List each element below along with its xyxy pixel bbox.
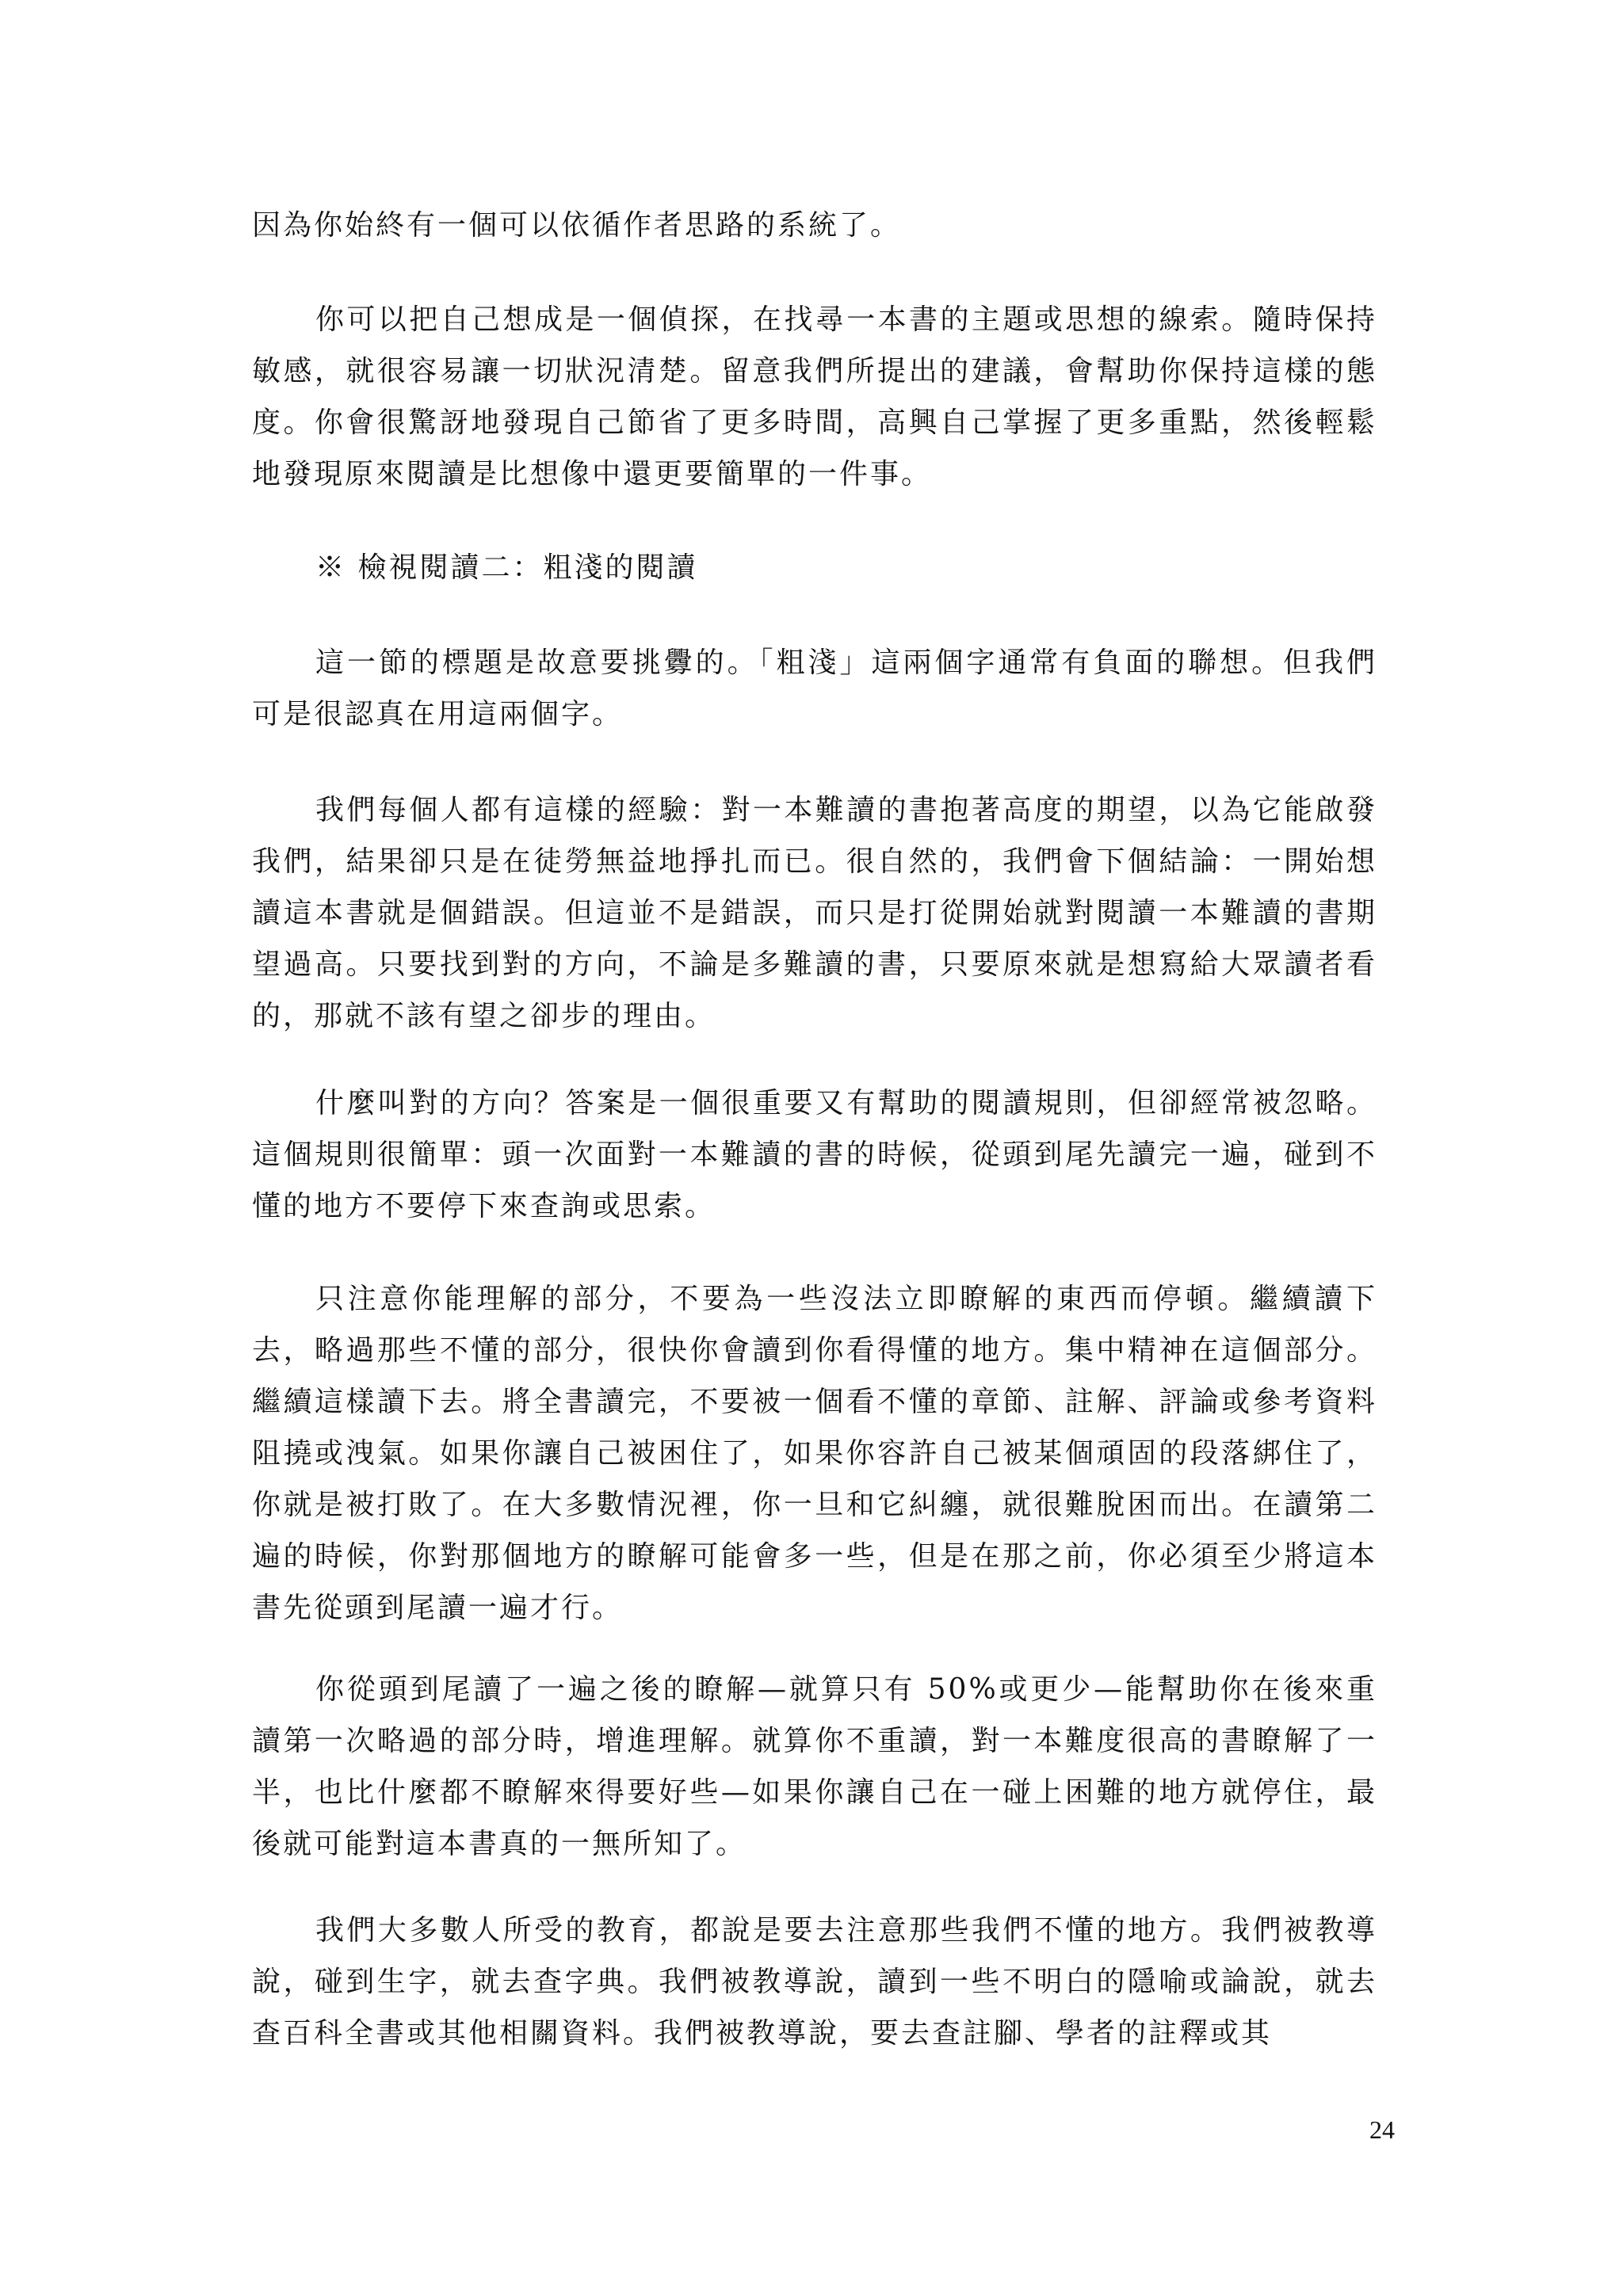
section-heading-text: ※ 檢視閱讀二：粗淺的閱讀 [315, 551, 698, 584]
paragraph-focus-understand [252, 1273, 1377, 1634]
section-heading [252, 542, 1377, 593]
paragraph-experience [252, 784, 1377, 1042]
paragraph-text: 你從頭到尾讀了一遍之後的瞭解—就算只有 50%或更少—能幫助你在後來重讀第一次略過的部分時，增進理解。就算你不重讀，對一本難度很高的書瞭解了一半，也比什麼都不瞭解來得要好些—如果你讓自己在一碰上困難的地方就停住，最後就可能對這本書真的一無所知了。 [252, 1673, 1377, 1860]
page-number: 24 [1369, 2115, 1395, 2144]
paragraph-half-understanding [252, 1664, 1377, 1870]
paragraph-title-provocative [252, 637, 1377, 740]
paragraph-detective [252, 294, 1377, 500]
paragraph-text: 什麼叫對的方向？答案是一個很重要又有幫助的閱讀規則，但卻經常被忽略。這個規則很簡單：頭一次面對一本難讀的書的時候，從頭到尾先讀完一遍，碰到不懂的地方不要停下來查詢或思索。 [252, 1087, 1377, 1222]
paragraph-text: 因為你始終有一個可以依循作者思路的系統了。 [252, 209, 902, 242]
paragraph-education [252, 1905, 1377, 2059]
paragraph-text: 我們大多數人所受的教育，都說是要去注意那些我們不懂的地方。我們被教導說，碰到生字，就去查字典。我們被教導說，讀到一些不明白的隱喻或論說，就去查百科全書或其他相關資料。我們被教導說，要去查註腳、學者的註釋或其 [252, 1914, 1377, 2050]
paragraph-text: 只注意你能理解的部分，不要為一些沒法立即瞭解的東西而停頓。繼續讀下去，略過那些不懂的部分，很快你會讀到你看得懂的地方。集中精神在這個部分。繼續這樣讀下去。將全書讀完，不要被一個看不懂的章節、註解、評論或參考資料阻撓或洩氣。如果你讓自己被困住了，如果你容許自己被某個頑固的段落綁住了，你就是被打敗了。在大多數情況裡，你一旦和它糾纏，就很難脫困而出。在讀第二遍的時候，你對那個地方的瞭解可能會多一些，但是在那之前，你必須至少將這本書先從頭到尾讀一遍才行。 [252, 1283, 1377, 1624]
paragraph-text: 我們每個人都有這樣的經驗：對一本難讀的書抱著高度的期望，以為它能啟發我們，結果卻只是在徒勞無益地掙扎而已。很自然的，我們會下個結論：一開始想讀這本書就是個錯誤。但這並不是錯誤，而只是打從開始就對閱讀一本難讀的書期望過高。只要找到對的方向，不論是多難讀的書，只要原來就是想寫給大眾讀者看的，那就不該有望之卻步的理由。 [252, 794, 1377, 1032]
paragraph-text: 你可以把自己想成是一個偵探，在找尋一本書的主題或思想的線索。隨時保持敏感，就很容易讓一切狀況清楚。留意我們所提出的建議，會幫助你保持這樣的態度。你會很驚訝地發現自己節省了更多時間，高興自己掌握了更多重點，然後輕鬆地發現原來閱讀是比想像中還更要簡單的一件事。 [252, 303, 1377, 490]
paragraph-right-direction [252, 1077, 1377, 1232]
paragraph-continuation [252, 200, 1377, 251]
paragraph-text: 這一節的標題是故意要挑釁的。「粗淺」這兩個字通常有負面的聯想。但我們可是很認真在用這兩個字。 [252, 646, 1377, 730]
